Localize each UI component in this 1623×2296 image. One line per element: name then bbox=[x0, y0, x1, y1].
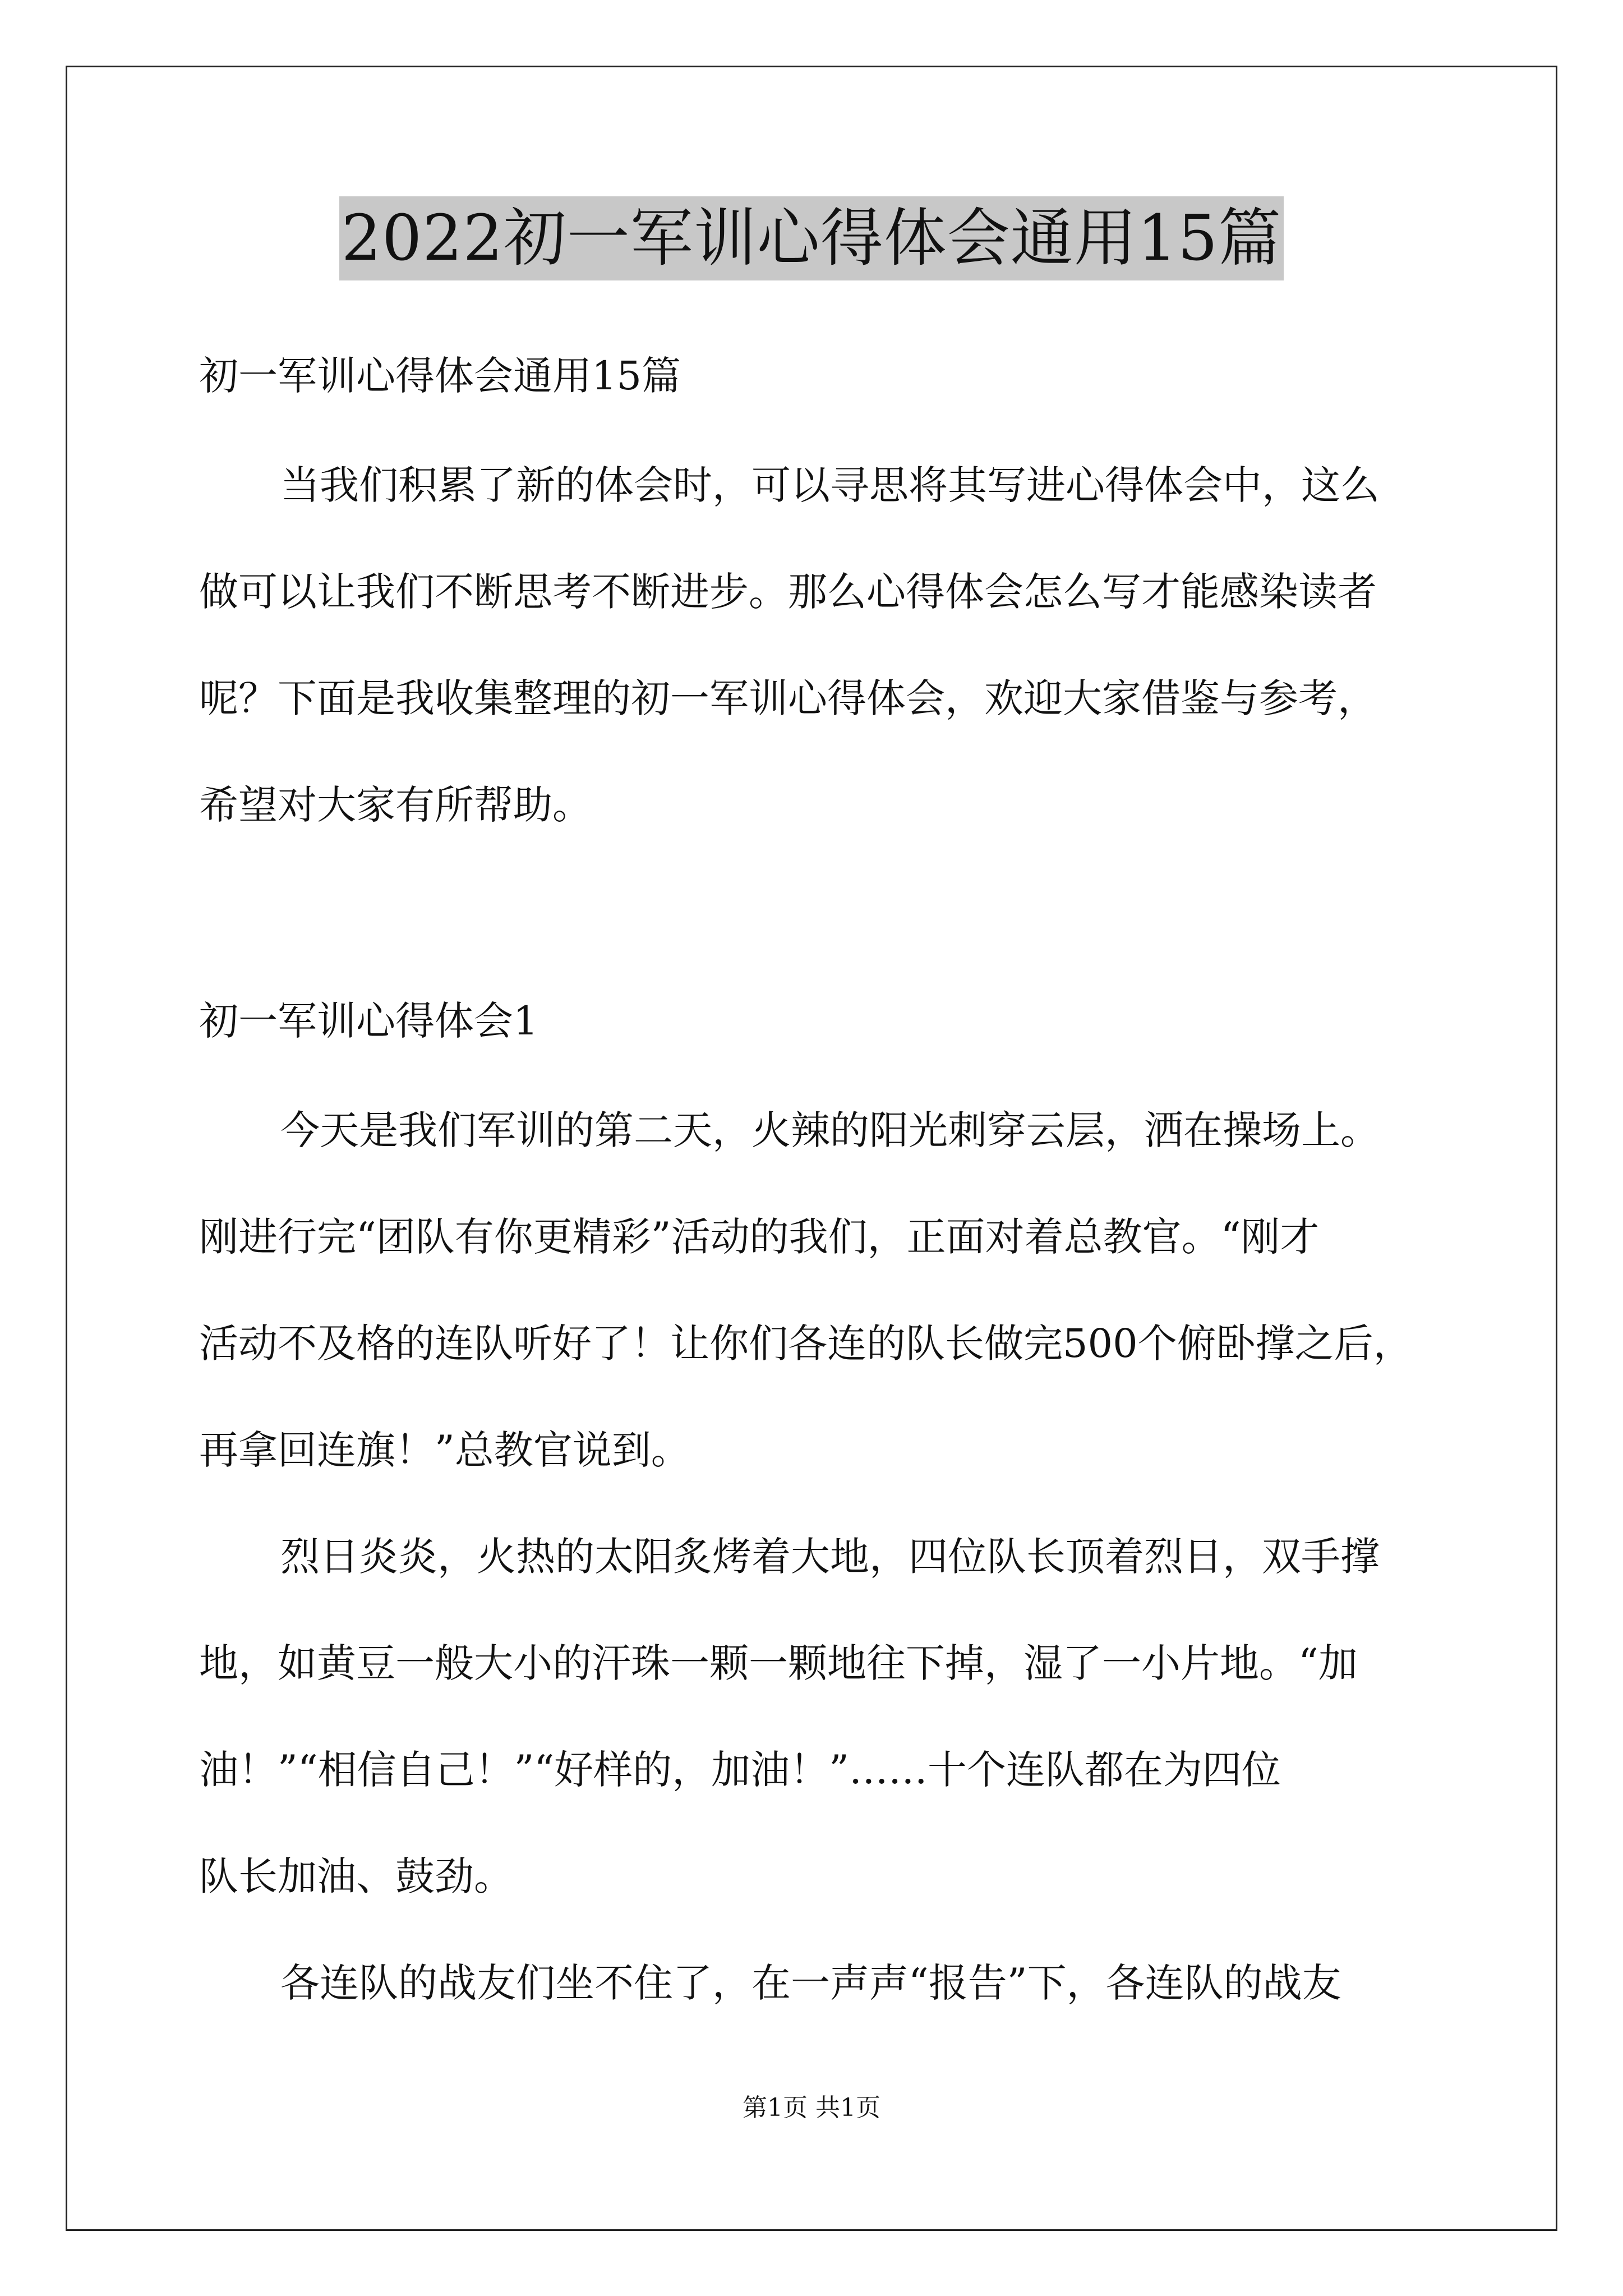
intro-line-2: 做可以让我们不断思考不断进步。那么心得体会怎么写才能感染读者 bbox=[199, 569, 1377, 615]
intro-line-4: 希望对大家有所帮助。 bbox=[199, 782, 592, 828]
para2-line-4: 队长加油、鼓劲。 bbox=[199, 1853, 513, 1899]
title-container bbox=[0, 196, 1623, 280]
para1-line-4: 再拿回连旗！”总教官说到。 bbox=[199, 1427, 690, 1473]
para1-line-3: 活动不及格的连队听好了！让你们各连的队长做完500个俯卧撑之后， bbox=[199, 1320, 1413, 1366]
subtitle: 初一军训心得体会通用15篇 bbox=[199, 353, 681, 399]
para2-line-1: 烈日炎炎，火热的太阳炙烤着大地，四位队长顶着烈日，双手撑 bbox=[280, 1534, 1380, 1580]
document-title: 2022初一军训心得体会通用15篇 bbox=[339, 196, 1284, 280]
intro-line-1: 当我们积累了新的体会时，可以寻思将其写进心得体会中，这么 bbox=[280, 462, 1380, 508]
para1-line-2: 刚进行完“团队有你更精彩”活动的我们，正面对着总教官。“刚才 bbox=[199, 1214, 1320, 1260]
para3-line-1: 各连队的战友们坐不住了，在一声声“报告”下，各连队的战友 bbox=[280, 1960, 1341, 2006]
intro-line-3: 呢？下面是我收集整理的初一军训心得体会，欢迎大家借鉴与参考， bbox=[199, 675, 1377, 721]
page-footer: 第1页 共1页 bbox=[743, 2093, 880, 2122]
para2-line-3: 油！”“相信自己！”“好样的，加油！”……十个连队都在为四位 bbox=[199, 1747, 1281, 1793]
section-heading-1: 初一军训心得体会1 bbox=[199, 998, 538, 1044]
para2-line-2: 地，如黄豆一般大小的汗珠一颗一颗地往下掉，湿了一小片地。“加 bbox=[199, 1640, 1358, 1686]
para1-line-1: 今天是我们军训的第二天，火辣的阳光刺穿云层，洒在操场上。 bbox=[280, 1107, 1380, 1153]
